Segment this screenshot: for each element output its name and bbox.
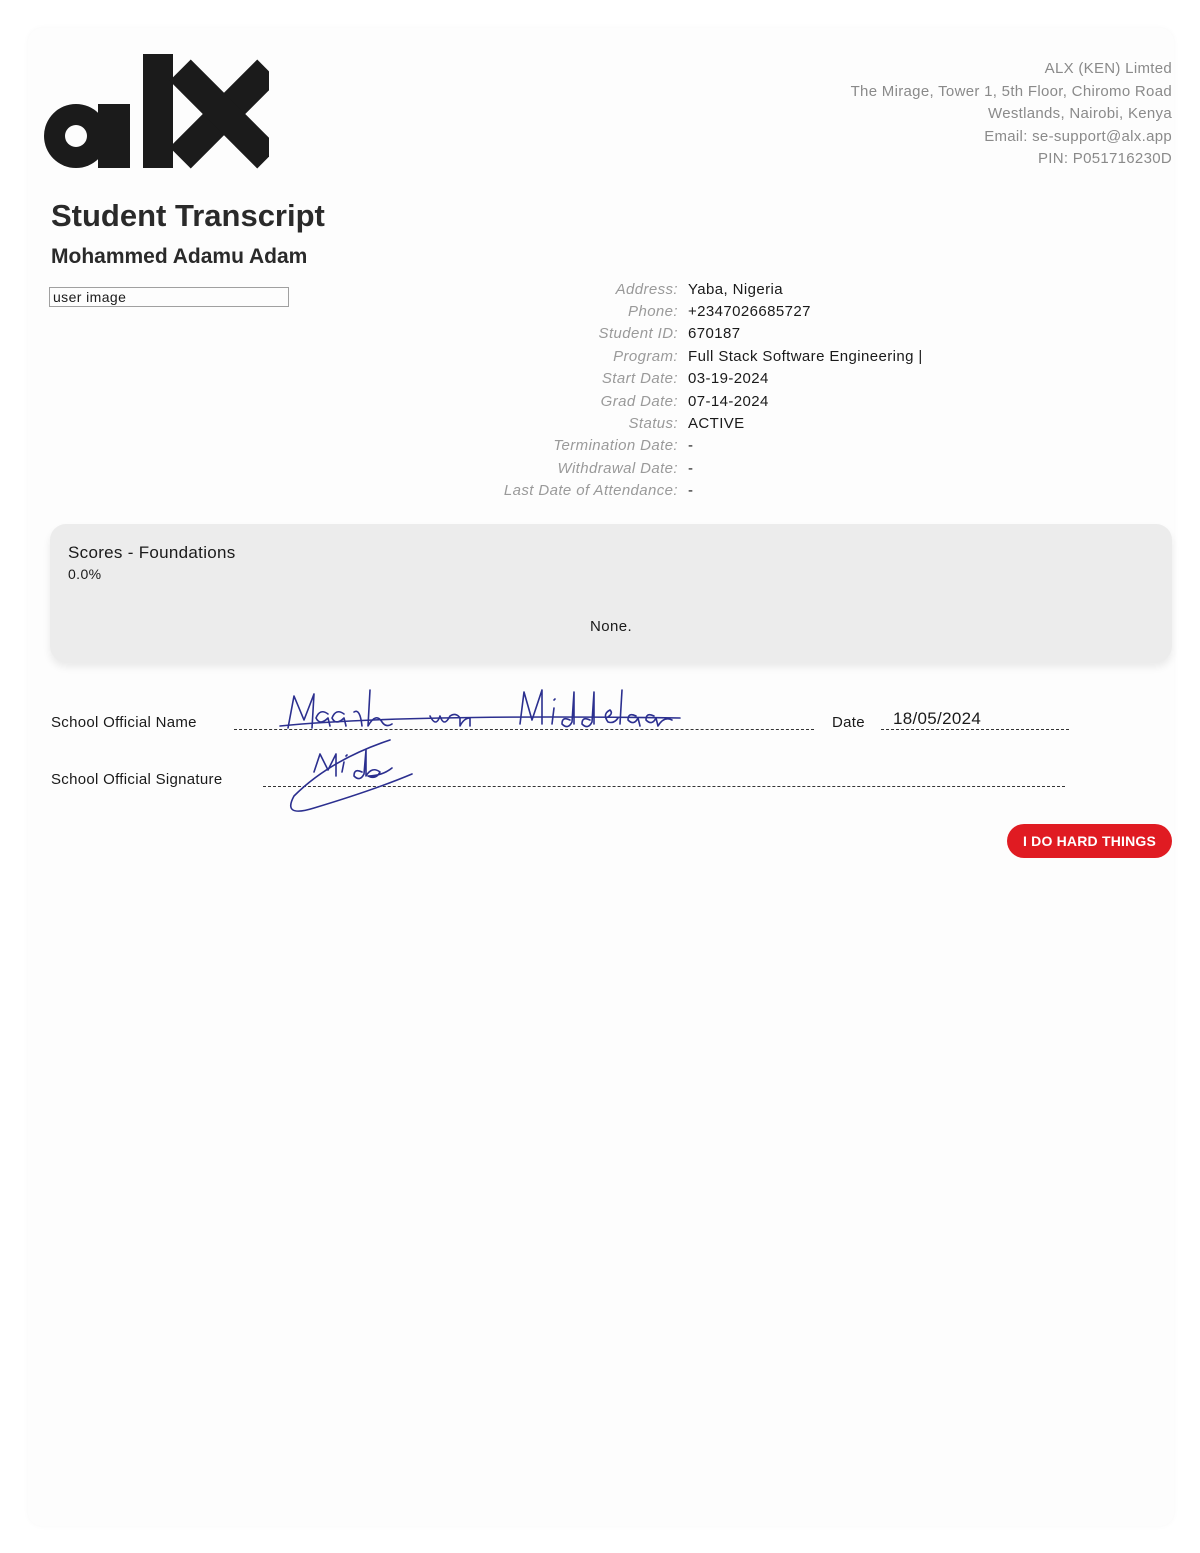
info-row-start-date <box>380 368 980 390</box>
info-value: Yaba, Nigeria <box>688 280 783 298</box>
info-label: Program: <box>613 347 678 365</box>
date-line <box>881 729 1069 730</box>
info-value: Full Stack Software Engineering | <box>688 347 923 365</box>
info-label: Student ID: <box>598 325 678 343</box>
info-row-grad-date <box>380 390 980 412</box>
student-name: Mohammed Adamu Adam <box>51 245 308 268</box>
user-image-placeholder: user image <box>49 287 289 307</box>
alx-logo <box>44 54 269 170</box>
info-row-student-id <box>380 323 980 345</box>
scores-percentage: 0.0% <box>68 566 102 582</box>
info-row-address <box>380 278 980 300</box>
company-street: The Mirage, Tower 1, 5th Floor, Chiromo Road <box>850 82 1172 100</box>
info-label: Last Date of Attendance: <box>503 482 678 500</box>
info-row-last-attendance <box>380 480 980 502</box>
info-value: +2347026685727 <box>688 303 811 321</box>
info-value: 07-14-2024 <box>688 392 769 410</box>
student-info-table <box>380 278 980 502</box>
info-value: 03-19-2024 <box>688 370 769 388</box>
company-name: ALX (KEN) Limted <box>1044 60 1172 77</box>
info-row-termination-date <box>380 435 980 457</box>
info-row-program <box>380 345 980 367</box>
info-value: ACTIVE <box>688 415 745 433</box>
company-city: Westlands, Nairobi, Kenya <box>988 105 1172 123</box>
info-label: Grad Date: <box>600 392 678 410</box>
info-row-phone <box>380 300 980 322</box>
info-row-status <box>380 412 980 434</box>
scores-title: Scores - Foundations <box>68 543 236 562</box>
i-do-hard-things-badge: I DO HARD THINGS <box>1007 824 1172 858</box>
info-row-withdrawal-date <box>380 457 980 479</box>
info-value: - <box>688 459 694 477</box>
info-value: - <box>688 482 694 500</box>
info-label: Termination Date: <box>553 437 678 455</box>
scores-empty-text: None. <box>589 618 633 635</box>
official-name-label: School Official Name <box>51 714 197 731</box>
company-pin: PIN: P051716230D <box>1037 150 1172 168</box>
date-value: 18/05/2024 <box>893 709 982 728</box>
info-label: Status: <box>628 415 678 433</box>
info-label: Phone: <box>628 303 678 321</box>
info-label: Start Date: <box>601 370 678 388</box>
company-email: Email: se-support@alx.app <box>984 127 1172 145</box>
info-label: Address: <box>615 280 678 298</box>
handwritten-signature-image <box>270 680 700 820</box>
official-signature-label: School Official Signature <box>51 771 223 788</box>
page-title: Student Transcript <box>51 198 325 233</box>
date-label: Date <box>832 714 865 731</box>
info-label: Withdrawal Date: <box>557 459 678 477</box>
info-value: 670187 <box>688 325 741 343</box>
company-address-block <box>851 58 1172 171</box>
scores-panel <box>50 524 1172 662</box>
info-value: - <box>688 437 694 455</box>
